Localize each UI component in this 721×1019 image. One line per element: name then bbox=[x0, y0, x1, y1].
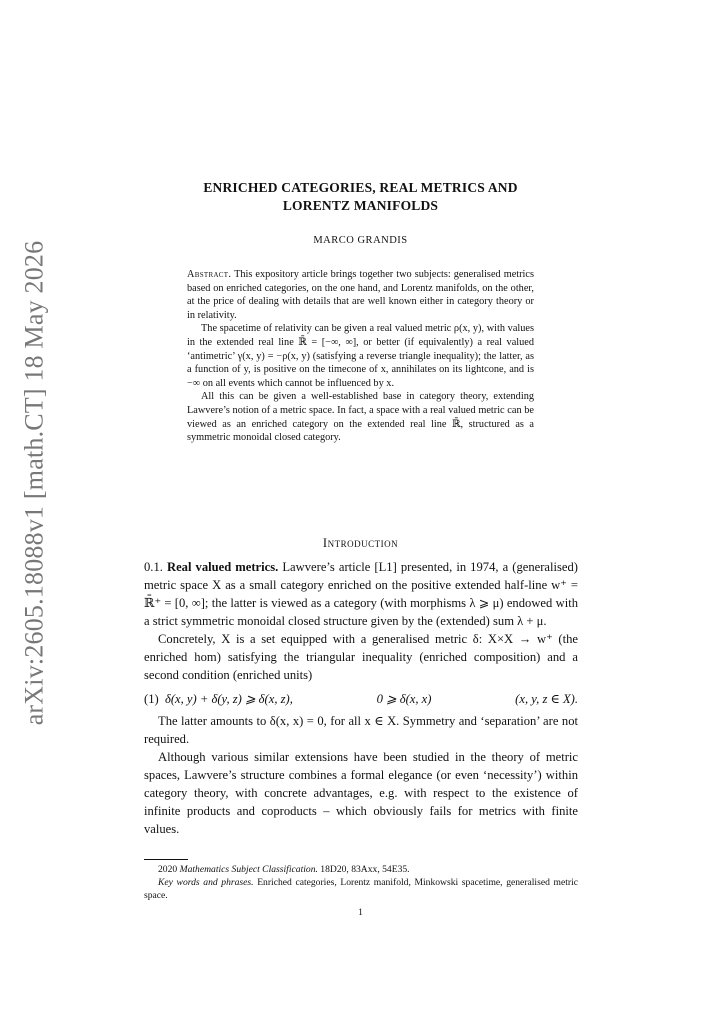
equation-part-2: 0 ⩾ δ(x, x) bbox=[376, 692, 432, 706]
footnote-keywords bbox=[144, 876, 578, 902]
msc-year: 2020 bbox=[158, 864, 178, 875]
arxiv-id: arXiv:2605.18088v1 [math.CT] 18 May 2026 bbox=[19, 240, 49, 726]
keywords-label: Key words and phrases. bbox=[158, 877, 254, 888]
msc-label: Mathematics Subject Classification. bbox=[179, 864, 318, 875]
intro-paragraph-4: Although various similar extensions have been studied in the theory of metric spaces, Lawvere’s structure combines a formal elegance (or even ‘necessity’) within category theory, with concrete advantages, e.g. with respect to the existence of infinite products and coproducts – which obviously fails for metrics with finite values. bbox=[144, 750, 578, 836]
abstract bbox=[187, 268, 534, 445]
intro-paragraph-1 bbox=[144, 558, 578, 630]
intro-text-1: Lawvere’s article [L1] presented, in 1974, a (generalised) metric space X as a small category enriched on the positive extended half-line w⁺ = ℝ̄⁺ = [0, ∞]; the latter is viewed as a category (with morphisms λ ⩾ μ) endowed with a strict symmetric monoidal closed structure given by the (extended) sum λ + μ. bbox=[144, 560, 578, 628]
abstract-paragraph-3: All this can be given a well-established base in category theory, extending Lawvere’s notion of a metric space. In fact, a space with a real valued metric can be viewed as an enriched category on the extended real line ℝ̄, structured as a symmetric monoidal closed category. bbox=[187, 391, 534, 444]
footnote-msc bbox=[144, 863, 578, 876]
equation-number: (1) bbox=[144, 692, 159, 706]
footnote-rule bbox=[144, 859, 188, 860]
abstract-paragraph-2: The spacetime of relativity can be given a real valued metric ρ(x, y), with values in the extended real line ℝ̄ = [−∞, ∞], or better (if equivalently) a real valued ‘antimetric’ γ(x, y) = −ρ(x, y) (satisfying a reverse triangle inequality); the latter, as a function of y, is positive on the timecone of x, annihilates on its lightcone, and is −∞ on all events which cannot be influenced by x. bbox=[187, 323, 534, 389]
footnotes bbox=[144, 863, 578, 902]
equation-1 bbox=[144, 690, 578, 708]
section-heading-introduction: Introduction bbox=[322, 536, 399, 550]
page-number: 1 bbox=[358, 907, 363, 918]
title-line-1: ENRICHED CATEGORIES, REAL METRICS AND bbox=[203, 180, 518, 195]
intro-paragraph-3: The latter amounts to δ(x, x) = 0, for all x ∈ X. Symmetry and ‘separation’ are not required. bbox=[144, 714, 578, 746]
main-text bbox=[144, 558, 578, 838]
paper-title bbox=[120, 179, 601, 215]
equation-part-1: δ(x, y) + δ(y, z) ⩾ δ(x, z), bbox=[164, 692, 293, 706]
keywords-text: Enriched categories, Lorentz manifold, Minkowski spacetime, generalised metric space. bbox=[144, 877, 579, 901]
abstract-label: Abstract. bbox=[187, 269, 232, 280]
equation-lhs bbox=[144, 690, 293, 708]
section-number: 0.1. bbox=[144, 560, 163, 574]
arxiv-stamp bbox=[19, 240, 49, 726]
section-title: Real valued metrics. bbox=[166, 560, 279, 574]
msc-codes: 18D20, 83Axx, 54E35. bbox=[320, 864, 410, 875]
abstract-paragraph-1 bbox=[187, 268, 534, 322]
abstract-text-1: This expository article brings together two subjects: generalised metrics based on enriched categories, on the one hand, and Lorentz manifolds, on the other, at the price of dealing with details that are well known either in category theory or in relativity. bbox=[187, 269, 535, 321]
intro-paragraph-2: Concretely, X is a set equipped with a generalised metric δ: X×X → w⁺ (the enriched hom) satisfying the triangular inequality (enriched composition) and a second condition (enriched units) bbox=[144, 632, 578, 682]
author-name: MARCO GRANDIS bbox=[313, 235, 408, 246]
title-line-2: LORENTZ MANIFOLDS bbox=[282, 198, 439, 213]
equation-part-3: (x, y, z ∈ X). bbox=[515, 692, 578, 706]
